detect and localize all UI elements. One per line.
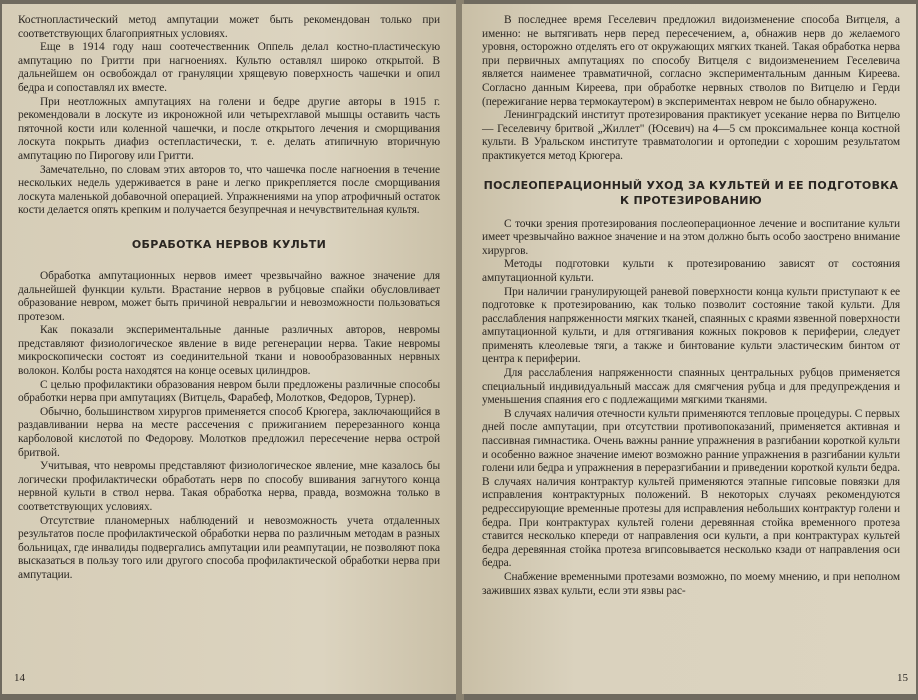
paragraph: В последнее время Геселевич предложил видоизменение способа Витцеля, а именно: не вытягивать нерв перед пересечением, а, обнажив нерв до желаемого уровня, осторожно отделять его от окружающих мягких тканей. Такая обработка нерва при первичных ампутациях по способу Витцеля с видоизменением Геселевича является наименее травматичной, согласно экспериментальным данным Киреева. Согласно данным Киреева, при обработке нервных стволов по Витцелю и Герди (пережигание нерва термокаутером) в экспериментах невром не было обнаружено. (482, 14, 900, 108)
page-number: 14 (14, 672, 25, 684)
section-heading (482, 178, 900, 208)
heading-line-2: К ПРОТЕЗИРОВАНИЮ (620, 193, 762, 207)
paragraph: Снабжение временными протезами возможно, по моему мнению, и при неполном заживших язвах культи, если эти язвы рас- (482, 570, 900, 597)
left-top-text (18, 14, 440, 218)
paragraph: В случаях наличия отечности культи применяются тепловые процедуры. С первых дней после ампутации, при отсутствии противопоказаний, применяется активная и пассивная гимнастика. Очень важны ранние упражнения в разгибании короткой культи и особенно важное значение имеют возможно ранние упражнения в разгибании культи голени или бедра и упражнения в переразгибании и приведении короткой культи бедра. В случаях наличия контрактур культей применяются этапные гипсовые повязки для исправления контрактурных положений. В некоторых случаях рекомендуются редрессирующие временные протезы для исправления небольших контрактур голени и бедра. При контрактурах культей голени деревянная стойка временного протеза ставится несколько кпереди от направления оси культи, а при контрактурах культей бедра деревянная стойка протеза вгипсовывается несколько кзади от направления оси бедра. (482, 407, 900, 570)
paragraph: Отсутствие планомерных наблюдений и невозможность учета отдаленных результатов после профилактической обработки нерва по различным методам в разных больницах, где инвалиды подвергались ампутации или реампутации, не позволяют пока высказаться в пользу того или другого способа профилактической обработки нерва при ампутации. (18, 514, 440, 581)
paragraph: Методы подготовки культи к протезированию зависят от состояния ампутационной культи. (482, 258, 900, 284)
paragraph: С целью профилактики образования невром были предложены различные способы обработки нерва при ампутациях (Витцель, Фарабеф, Молотков, Федоров, Турнер). (18, 378, 440, 405)
paragraph: Обычно, большинством хирургов применяется способ Крюгера, заключающийся в раздавливании нерва на месте рассечения с прижиганием перерезанного конца карболовой кислотой по Федорову. Молотков предложил пересечение нерва острой бритвой. (18, 405, 440, 459)
right-top-text (482, 14, 900, 164)
paragraph: Замечательно, по словам этих авторов то, что чашечка после нагноения в течение нескольких недель удерживается в ране и легко прикрепляется после сморщивания лоскута маленькой добавочной операцией. Упражнениями на упор атрофичный остаток кости делается опять крепким и получается безупречная и нечувствительная культя. (18, 163, 440, 217)
section-heading: ОБРАБОТКА НЕРВОВ КУЛЬТИ (131, 237, 327, 251)
paragraph: Для расслабления напряженности спаянных центральных рубцов применяется специальный индивидуальный массаж для смягчения рубца и для предупреждения и уменьшения спаяния его с подлежащими мягкими тканями. (482, 367, 900, 407)
paragraph: Костнопластический метод ампутации может быть рекомендован только при соответствующих благоприятных условиях. (18, 14, 440, 40)
right-page (462, 4, 916, 694)
paragraph: Ленинградский институт протезирования практикует усекание нерва по Витцелю — Геселевичу бритвой „Жиллет" (Юсевич) на 4—5 см проксимальнее конца костной культи. В Уральском институте травматологии и ортопедии с хорошим результатом практикуется метод Крюгера. (482, 109, 900, 162)
page-number: 15 (897, 672, 908, 684)
heading-line-1: ПОСЛЕОПЕРАЦИОННЫЙ УХОД ЗА КУЛЬТЕЙ И ЕЕ ПОДГОТОВКА (483, 178, 899, 192)
paragraph: Учитывая, что невромы представляют физиологическое явление, мне казалось бы логически профилактически обработать нерв по способу вшивания загнутого конца нервной культи в ствол нерва. Такая обработка нерва, правда, возможна только в соответствующих условиях. (18, 460, 440, 513)
paragraph: С точки зрения протезирования послеоперационное лечение и воспитание культи имеет чрезвычайно важное значение и на этом должно быть особо заострено внимание хирургов. (482, 217, 900, 257)
paragraph: Обработка ампутационных нервов имеет чрезвычайно важное значение для дальнейшей функции культи. Врастание нервов в рубцовые спайки обусловливает образование невром, может быть причиной невральгии и невозможности пользоваться протезом. (18, 269, 440, 323)
left-page (2, 4, 458, 694)
right-bottom-text (482, 218, 900, 599)
paragraph: Еще в 1914 году наш соотечественник Оппель делал костно-пластическую ампутацию по Гритти при нагноениях. Культю оставлял широко открытой. В дальнейшем он освобождал от грануляции хрящевую поверхность чашечки и опил бедра и сопоставлял их вместе. (18, 41, 440, 94)
paragraph: При неотложных ампутациях на голени и бедре другие авторы в 1915 г. рекомендовали в лоскуте из икроножной или четырехглавой мышцы оставить часть пяточной кости или коленной чашечки, и после открытого лечения и сморщивания лоскута покрыть диафиз остепластически, т. е. делать атипичную вторичную ампутацию по Пирогову или Гритти. (18, 95, 440, 162)
paragraph: При наличии гранулирующей раневой поверхности конца культи приступают к ее подготовке к протезированию, как только позволит состояние такой культи. Для расслабления напряженности мягких тканей, спаянных с краями язвенной поверхности ампутационной культи, и для оттягивания кожных покровов к периферии, следует применять клеолевые тяги, а также и бинтование культи эластическим бинтом от центра к периферии. (482, 285, 900, 366)
left-bottom-text (18, 270, 440, 583)
paragraph: Как показали экспериментальные данные различных авторов, невромы представляют физиологическое явление в виде регенерации нерва. Такие невромы микроскопически состоят из соединительной ткани и новообразованных нервных волокон. Колбы роста находятся на конце осевых цилиндров. (18, 324, 440, 378)
